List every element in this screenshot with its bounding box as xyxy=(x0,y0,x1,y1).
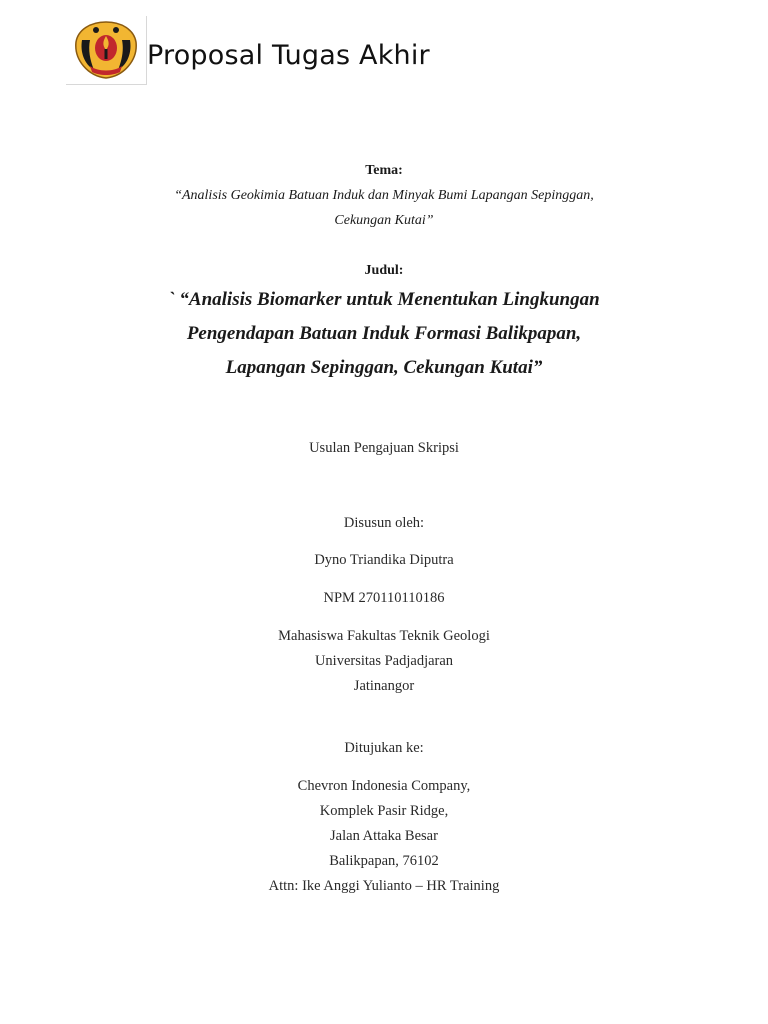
tema-line-1: “Analisis Geokimia Batuan Induk dan Minyak Bumi Lapangan Sepinggan, xyxy=(174,188,594,203)
author-npm: NPM 270110110186 xyxy=(323,590,445,606)
recipient-line-1: Chevron Indonesia Company, xyxy=(297,778,471,794)
tema-label: Tema: xyxy=(365,163,403,178)
recipient-label: Ditujukan ke: xyxy=(344,740,424,756)
judul-line-2: Pengendapan Batuan Induk Formasi Balikpapan, xyxy=(186,323,582,344)
tema-line-2: Cekungan Kutai” xyxy=(334,213,434,228)
affiliation-line-3: Jatinangor xyxy=(353,678,415,694)
author-label: Disusun oleh: xyxy=(343,515,425,531)
author-name: Dyno Triandika Diputra xyxy=(314,552,454,568)
document-header xyxy=(66,16,766,86)
header-title: Proposal Tugas Akhir xyxy=(147,40,430,71)
crest-icon xyxy=(74,20,138,80)
recipient-line-4: Balikpapan, 76102 xyxy=(329,853,439,869)
affiliation-line-2: Universitas Padjadjaran xyxy=(314,653,454,669)
affiliation-line-1: Mahasiswa Fakultas Teknik Geologi xyxy=(278,628,490,644)
judul-line-3: Lapangan Sepinggan, Cekungan Kutai” xyxy=(225,357,543,378)
usulan-text: Usulan Pengajuan Skripsi xyxy=(309,440,459,456)
recipient-line-3: Jalan Attaka Besar xyxy=(330,828,438,844)
university-logo xyxy=(66,16,147,85)
recipient-line-5: Attn: Ike Anggi Yulianto – HR Training xyxy=(268,878,500,894)
judul-line-1: ` “Analisis Biomarker untuk Menentukan Lingkungan xyxy=(168,289,600,310)
judul-label: Judul: xyxy=(364,263,404,278)
recipient-line-2: Komplek Pasir Ridge, xyxy=(319,803,449,819)
